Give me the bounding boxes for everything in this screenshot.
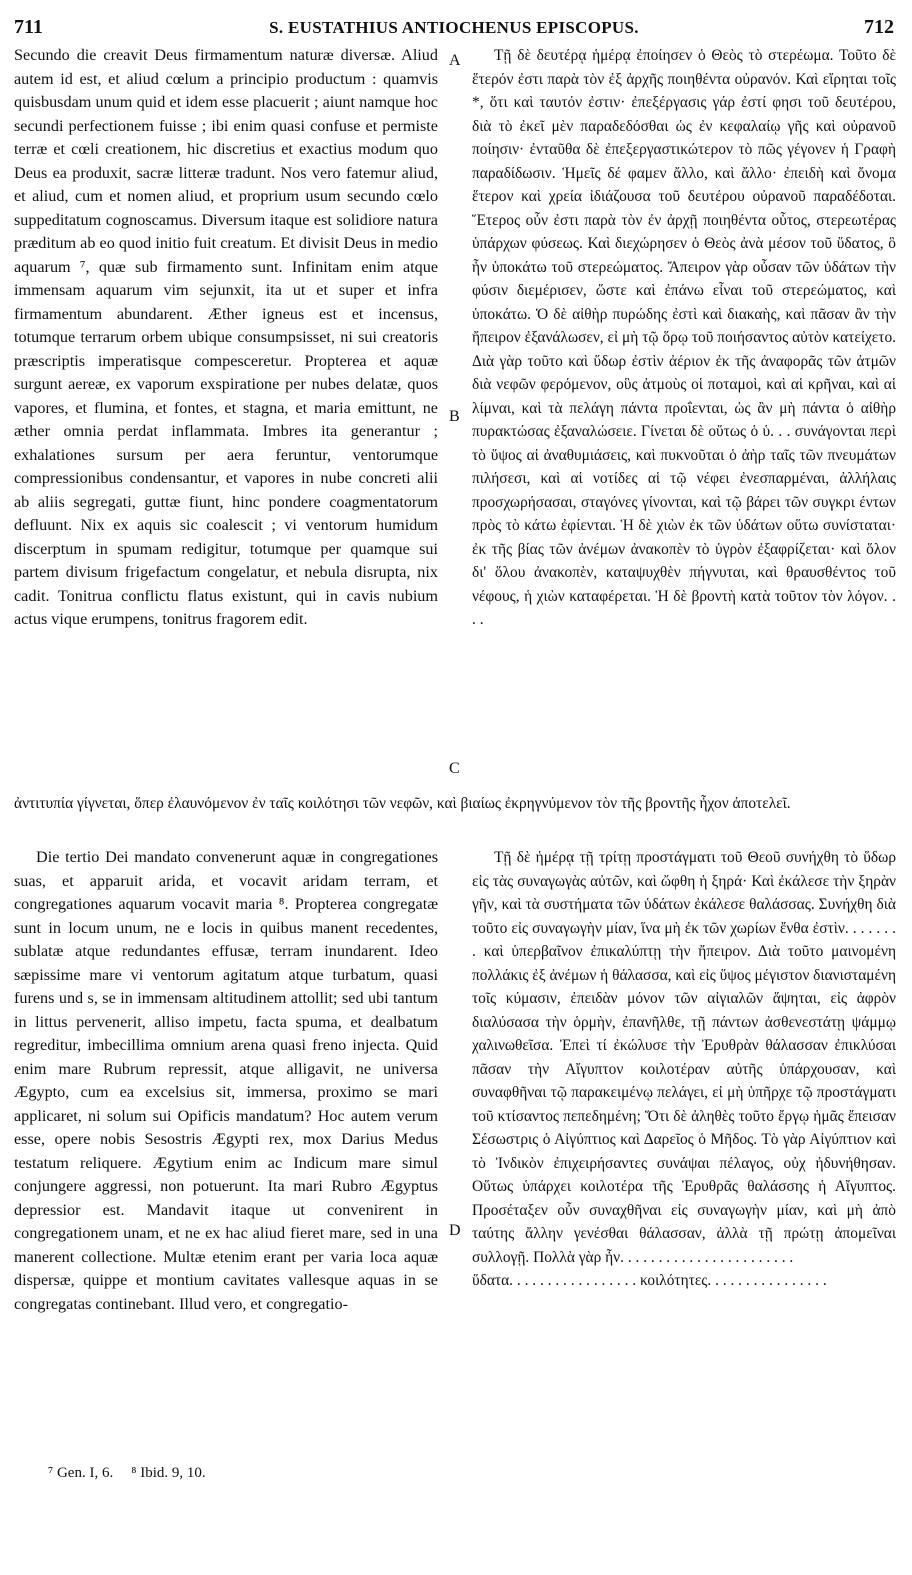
footnotes (48, 1465, 206, 1482)
page-number-left: 711 (14, 16, 43, 38)
latin-column-upper (14, 44, 438, 632)
footnote-7: ⁷ Gen. I, 6. (48, 1465, 114, 1481)
greek-dots-line: ὕδατα. . . . . . . . . . . . . . . . . κοιλότητες. . . . . . . . . . . . . . . . (472, 1272, 827, 1289)
latin-paragraph-second-day: Secundo die creavit Deus firmamentum naturæ diversæ. Aliud autem id est, et aliud cœlum a principio productum : quamvis quisbusdam unum quid et idem esse placuerit ; aiunt namque hoc secundi perfectionem fuisse ; ibi enim quasi confuse et permiste terræ et cœli creationem, hic discretius et exactius modum quo Deus ea produxit, sacræ litteræ tradunt. Nos vero fatemur aliud, et aliud, cum et nomen aliud, et proprium usum secundo cœlo suppeditatum cognoscamus. Diversum itaque est solidiore natura præditum ab eo quod initio fuit creatum. Et divisit Deus in medio aquarum ⁷, quæ sub firmamento sunt. Infinitam enim atque immensam aquarum vim sejunxit, ita ut et super et infra firmamentum abundarent. Æther igneus est et incensus, totumque terrarum orbem ubique consumpsisset, ni sui creatoris præscriptis imperatisque compesceretur. Propterea et aquæ surgunt aereæ, ex vaporum exspiratione per nubes delatæ, quos vapores, et flumina, et fontes, et stagna, et maria emittunt, ne æther omnia perdat inflammata. Imbres ita generantur ; exhalationes sursum per aera feruntur, ventorumque compressionibus condensantur, et vapores in nube concreti alii ab aliis segregati, guttæ fiunt, hinc pondere coagmentatorum defluunt. Nix ex aquis sic coalescit ; vi ventorum humidum discerptum in spumam redigitur, totumque per quamque sui partem divisum frigefactum congelatur, et nebula disrupta, nix cadit. Tonitrua conflictu flatus existunt, qui in cavis nubium actus vique erumpens, tonitrus fragorem edit. (14, 46, 438, 628)
margin-marker-c: C (449, 760, 460, 777)
running-header (14, 16, 894, 44)
footnote-8: ⁸ Ibid. 9, 10. (131, 1465, 206, 1481)
margin-marker-d: D (449, 1222, 461, 1239)
latin-column-lower (14, 846, 438, 1316)
greek-column-upper (472, 44, 896, 632)
margin-marker-b: B (449, 408, 460, 425)
latin-paragraph-third-day: Die tertio Dei mandato convenerunt aquæ in congregationes suas, et apparuit arida, et vocavit aridam terram, et congregationes aquarum vocavit maria ⁸. Propterea congregatæ sunt in locum unum, ne e locis in quibus manent recedentes, sublatæ atque redundantes effusæ, terram inundarent. Ideo sæpissime mare vi ventorum agitatum atque turbatum, quasi furens und s, se in immensam altitudinem attollit; sed ubi tantum in littus pervenerit, alliso impetu, facta spuma, et dealbatum regreditur, imbecillima omnium arena quasi freno injecta. Quid enim mare Rubrum repressit, atque alligavit, ne universa Ægypto, cum ea excelsius sit, immersa, proximo se mari applicaret, ni solum sui Opificis mandatum? Hoc autem verum esse, opere nobis Sesostris Ægypti rex, mox Darius Medus testatum reliquere. Ægytium enim ac Indicum mare simul conjungere aggressi, non potuerunt. Ita mari Rubro Ægyptus depressior est. Mandavit itaque ut convenirent in congregationem unam, et ne ex hac aliud fieret mare, sed in una manerent collectione. Multæ etenim erant per varia loca aquæ dispersæ, quippe et montium cavitates vallesque aquas in se congregatas continebant. Illud vero, et congregatio- (14, 848, 438, 1313)
margin-marker-a: A (449, 52, 461, 69)
greek-wide-paragraph: ἀντιτυπία γίγνεται, ὅπερ ἐλαυνόμενον ἐν ταῖς κοιλότησι τῶν νεφῶν, καὶ βιαίως ἐκρηγνύμενον τὸν τῆς βροντῆς ἦχον ἀποτελεῖ. (14, 795, 791, 812)
page-number-right: 712 (864, 16, 894, 38)
greek-paragraph-third-day: Τῇ δὲ ἡμέρᾳ τῇ τρίτῃ προστάγματι τοῦ Θεοῦ συνήχθη τὸ ὕδωρ εἰς τὰς συναγωγὰς αὐτῶν, καὶ ὤφθη ἡ ξηρά· Καὶ ἐκάλεσε τὴν ξηρὰν γῆν, καὶ τὰ συστήματα τῶν ὑδάτων ἐκάλεσε θαλάσσας. Συνήχθη διὰ τοῦτο εἰς συναγωγὴν μίαν, ἵνα μὴ ἐκ τῶν χωρίων ἔνθα ἐστὶν. . . . . . . . καὶ ὑπερβαῖνον ἐπικαλύπτῃ τὴν ἤπειρον. Διὰ τοῦτο μαινομένη πολλάκις ἐξ ἀνέμων ἡ θάλασσα, καὶ εἰς ὕψος μέγιστον διανισταμένη τοῖς κύμασιν, ἐπειδὰν μόνον τῶν αἰγιαλῶν ἅψηται, εἰς ἀφρὸν διαλύσασα τὴν ὁρμὴν, ἐπανῆλθε, τῇ πάντων ἀσθενεστάτῃ ψάμμῳ χαλινωθεῖσα. Ἐπεὶ τί ἐκώλυσε τὴν Ἐρυθρὰν θάλασσαν ἐπικλύσαι πᾶσαν τὴν Αἴγυπτον κοιλοτέραν αὐτῆς ὑπάρχουσαν, καὶ συναφθῆναι τῷ παρακειμένῳ πελάγει, εἰ μὴ ὑπῆρχε τῷ προστάγματι τοῦ κτίσαντος πεπεδημένη; Ὅτι δὲ ἀληθὲς τοῦτο ἔργῳ ἡμᾶς ἔπεισαν Σέσωστρις ὁ Αἰγύπτιος καὶ Δαρεῖος ὁ Μῆδος. Τὸ γὰρ Αἰγύπτιον καὶ τὸ Ἰνδικὸν ἐπιχειρήσαντες συνάψαι πέλαγος, οὐχ ἠδυνήθησαν. Οὕτως ὑπάρχει κοιλοτέρα τῆς Ἐρυθρᾶς θαλάσσης ἡ Αἴγυπτος. Προσέταξεν οὖν συναχθῆναι εἰς συναγωγὴν μίαν, καὶ μὴ ἀπὸ ταύτης ἄλλην γενέσθαι θάλασσαν, ἀλλὰ τῇ πρώτῃ ἀπομεῖναι συλλογῇ. Πολλὰ γὰρ ἦν. . . . . . . . . . . . . . . . . . . . . . . (472, 849, 896, 1266)
running-title: S. EUSTATHIUS ANTIOCHENUS EPISCOPUS. (269, 18, 639, 37)
greek-full-width-line (14, 792, 896, 815)
greek-column-lower (472, 846, 896, 1293)
greek-paragraph-second-day: Τῇ δὲ δευτέρᾳ ἡμέρᾳ ἐποίησεν ὁ Θεὸς τὸ στερέωμα. Τοῦτο δὲ ἕτερόν ἐστι παρὰ τὸν ἐξ ἀρχῆς ποιηθέντα οὐρανόν. Καὶ εἴρηται τοῖς *, ὅτι καὶ ταυτόν ἐστιν· ἐπεξέργασις γάρ ἐστί φησι τοῦ δευτέρου, διὰ τὸ ἐκεῖ μὲν παραδεδόσθαι ὡς ἐν κεφαλαίῳ γῆς καὶ οὐρανοῦ ποίησιν· ἐνταῦθα δὲ ἐπεξεργαστικώτερον τὸ πῶς γέγονεν ἡ Γραφὴ παραδίδωσιν. Ἡμεῖς δέ φαμεν ἄλλο, καὶ ἄλλο· ἐπειδὴ καὶ ὄνομα ἕτερον καὶ χρεία ἰδιάζουσα τοῦ δευτέρου οὐρανοῦ παραδέδοται. Ἕτερος οὖν ἐστι παρὰ τὸν ἐν ἀρχῇ ποιηθέντα οὗτος, στερεωτέρας ὑπάρχων φύσεως. Καὶ διεχώρησεν ὁ Θεὸς ἀνὰ μέσον τοῦ ὕδατος, ὃ ἦν ὑποκάτω τοῦ στερεώματος. Ἄπειρον γὰρ οὖσαν τῶν ὑδάτων τὴν φύσιν διεμέρισεν, ὥστε καὶ ἐπάνω εἶναι τοῦ στερεώματος, καὶ ὑποκάτω. Ὁ δὲ αἰθὴρ πυρώδης ἐστὶ καὶ διακαὴς, καὶ πᾶσαν ἂν τὴν ἤπειρον ἐξανάλωσεν, εἰ μὴ τῷ ὅρῳ τοῦ ποιήσαντος αὐτὸν κατείχετο. Διὰ γὰρ τοῦτο καὶ ὕδωρ ἐστὶν ἀέριον ἐκ τῆς ἀναφορᾶς τῶν ἀτμῶν διὰ νεφῶν φερόμενον, οὓς ἀτμοὺς οἱ ποταμοὶ, καὶ αἱ κρῆναι, καὶ αἱ λίμναι, καὶ τὰ πελάγη πάντα προΐενται, ὡς ἂν μὴ πάντα ὁ αἰθὴρ πυρακτώσας ἐξαναλώσειε. Γίνεται δὲ οὕτως ὁ ὑ. . . συνάγονται περὶ τὸ ὕψος αἱ ἀναθυμιάσεις, καὶ πυκνοῦται ὁ ἀὴρ ταῖς τῶν πνευμάτων πιλήσεσι, καὶ αἱ νοτίδες αἱ τῷ νέφει ἐνεσπαρμέναι, ἀλλήλαις προσχωρήσασαι, σταγόνες γίνονται, καὶ τῷ βάρει τῶν συγκρι έντων πρὸς τὸ κάτω ἐφίενται. Ἡ δὲ χιὼν ἐκ τῶν ὑδάτων οὕτω συνίσταται· ἐκ τῆς βίας τῶν ἀνέμων ἀνακοπὲν τὸ ὑγρὸν ἐξαφρίζεται· καὶ ὅλον δι' ὅλου ἀνακοπὲν, καταψυχθὲν πήγνυται, καὶ θραυσθέντος τοῦ νέφους, ἡ χιὼν καταφέρεται. Ἡ δὲ βροντὴ κατὰ τοῦτον τὸν λόγον. . . . (472, 47, 896, 628)
